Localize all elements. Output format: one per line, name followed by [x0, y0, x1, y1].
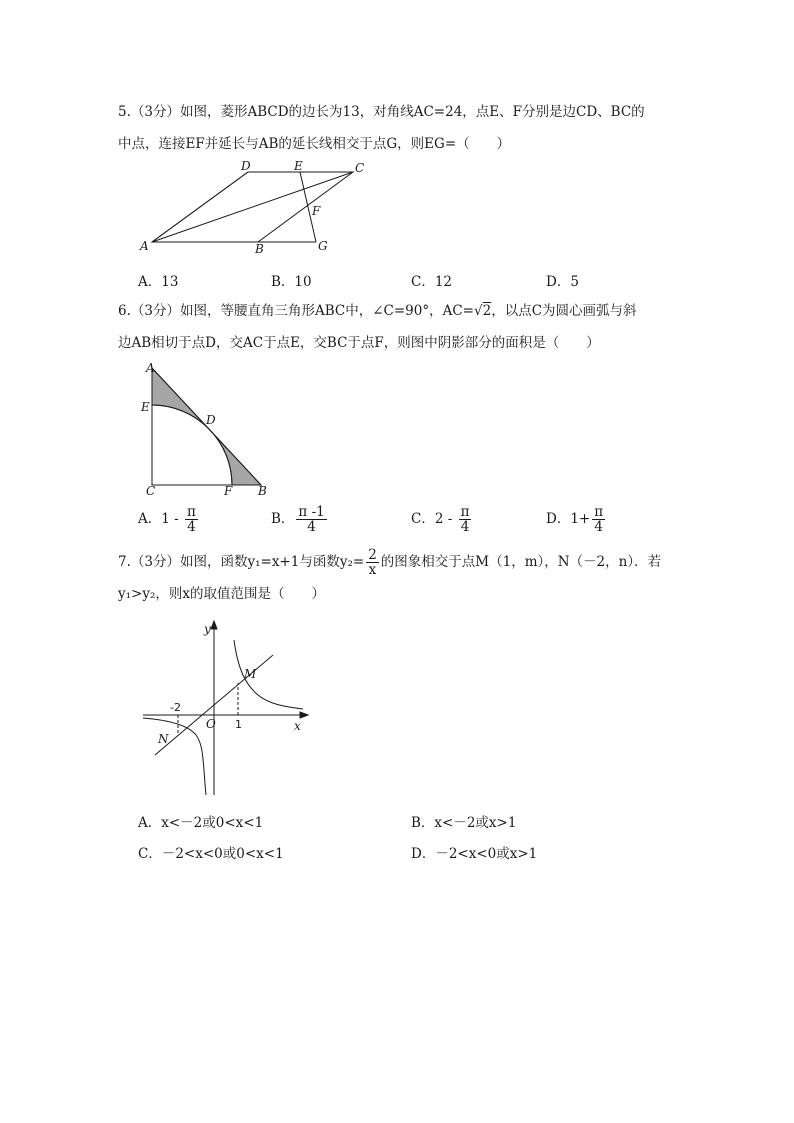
question-7	[118, 546, 678, 610]
label-e: E	[141, 400, 150, 414]
fraction	[459, 505, 472, 534]
label-x: x	[294, 719, 301, 733]
label-c: C	[355, 161, 365, 175]
x-axis-arrow	[300, 712, 308, 718]
question-7-text-b: 的图象相交于点M（1，m），N（－2，n）．若	[380, 554, 662, 570]
rhombus-figure	[138, 160, 378, 258]
q5-option-d[interactable]: D．5	[546, 274, 579, 290]
label-f: F	[224, 484, 233, 498]
triangle-figure	[138, 358, 278, 498]
q7-option-d[interactable]: D．－2<x<0或x>1	[411, 846, 538, 862]
fraction-numerator: π	[594, 504, 604, 520]
fraction-denominator: x	[368, 562, 377, 578]
tick-neg2: -2	[170, 701, 181, 714]
q5-option-a[interactable]: A．13	[138, 274, 179, 290]
q7-option-c[interactable]: C．－2<x<0或0<x<1	[138, 846, 284, 862]
label-f: F	[312, 204, 321, 218]
label-c: C	[146, 484, 156, 498]
question-7-line-1	[118, 546, 678, 578]
q6-option-a[interactable]	[138, 505, 200, 534]
fraction-numerator: π	[186, 504, 196, 520]
question-6-line-2: 边AB相切于点D，交AC于点E，交BC于点F，则图中阴影部分的面积是（ ）	[118, 335, 600, 351]
q7-option-b[interactable]: B．x<－2或x>1	[411, 815, 517, 831]
fraction-numerator: 2	[368, 547, 377, 563]
q6-option-c[interactable]	[411, 505, 473, 534]
label-a: A	[140, 239, 149, 253]
q6-option-b[interactable]	[271, 505, 329, 534]
tick-1: 1	[235, 718, 242, 731]
option-prefix: 2 -	[434, 511, 457, 527]
fraction	[296, 505, 326, 534]
fraction	[366, 548, 379, 577]
fraction	[185, 505, 198, 534]
q7-option-a[interactable]: A．x<－2或0<x<1	[138, 815, 264, 831]
fraction-denominator: 4	[187, 519, 196, 535]
option-letter: D．	[546, 511, 571, 527]
label-b: B	[255, 242, 264, 256]
option-prefix: 1+	[570, 511, 591, 527]
question-6-text-b: ，以点C为圆心画弧与斜	[491, 303, 637, 319]
question-6-line-1	[118, 295, 678, 327]
arc-ef	[152, 405, 232, 485]
q5-option-c[interactable]: C．12	[411, 274, 453, 290]
label-e: E	[294, 160, 303, 173]
fraction-numerator: π	[460, 504, 470, 520]
option-letter: B．	[271, 511, 295, 527]
question-5	[118, 96, 678, 160]
fraction-denominator: 4	[594, 519, 603, 535]
fraction-numerator: π -1	[298, 504, 325, 520]
y-axis-arrow	[211, 621, 217, 629]
fraction-denominator: 4	[460, 519, 470, 535]
label-g: G	[318, 239, 328, 253]
hyperbola-branch-left	[143, 718, 206, 795]
label-m: M	[244, 667, 257, 681]
q5-option-b[interactable]: B．10	[271, 274, 312, 290]
label-a: A	[146, 361, 155, 375]
question-5-line-2: 中点，连接EF并延长与AB的延长线相交于点G，则EG=（ ）	[118, 136, 511, 152]
question-6	[118, 295, 678, 359]
question-7-text-a: 7.（3分）如图，函数y₁=x+1与函数y₂=	[118, 554, 365, 570]
label-o: O	[206, 717, 216, 731]
question-7-line-2: y₁>y₂，则x的取值范围是（ ）	[118, 586, 326, 602]
diagonal-ac	[152, 172, 353, 242]
fraction-denominator: 4	[307, 519, 316, 535]
question-5-line-1: 5.（3分）如图，菱形ABCD的边长为13，对角线AC=24，点E、F分别是边CD、BC的	[118, 104, 645, 120]
q6-option-d[interactable]	[546, 505, 607, 534]
function-graph-figure	[138, 615, 318, 800]
sqrt-symbol: √2	[474, 303, 492, 319]
label-b: B	[258, 484, 267, 498]
label-n: N	[158, 732, 169, 746]
option-letter: A．	[138, 511, 162, 527]
label-y: y	[204, 622, 211, 636]
fraction	[592, 505, 605, 534]
option-letter: C．	[411, 511, 435, 527]
sqrt-value: 2	[482, 303, 492, 319]
label-d: D	[241, 160, 251, 173]
question-6-text-a: 6.（3分）如图，等腰直角三角形ABC中，∠C=90°，AC=	[118, 303, 474, 319]
option-prefix: 1 -	[161, 511, 183, 527]
diagonal-ad	[152, 172, 248, 242]
label-d: D	[206, 413, 216, 427]
